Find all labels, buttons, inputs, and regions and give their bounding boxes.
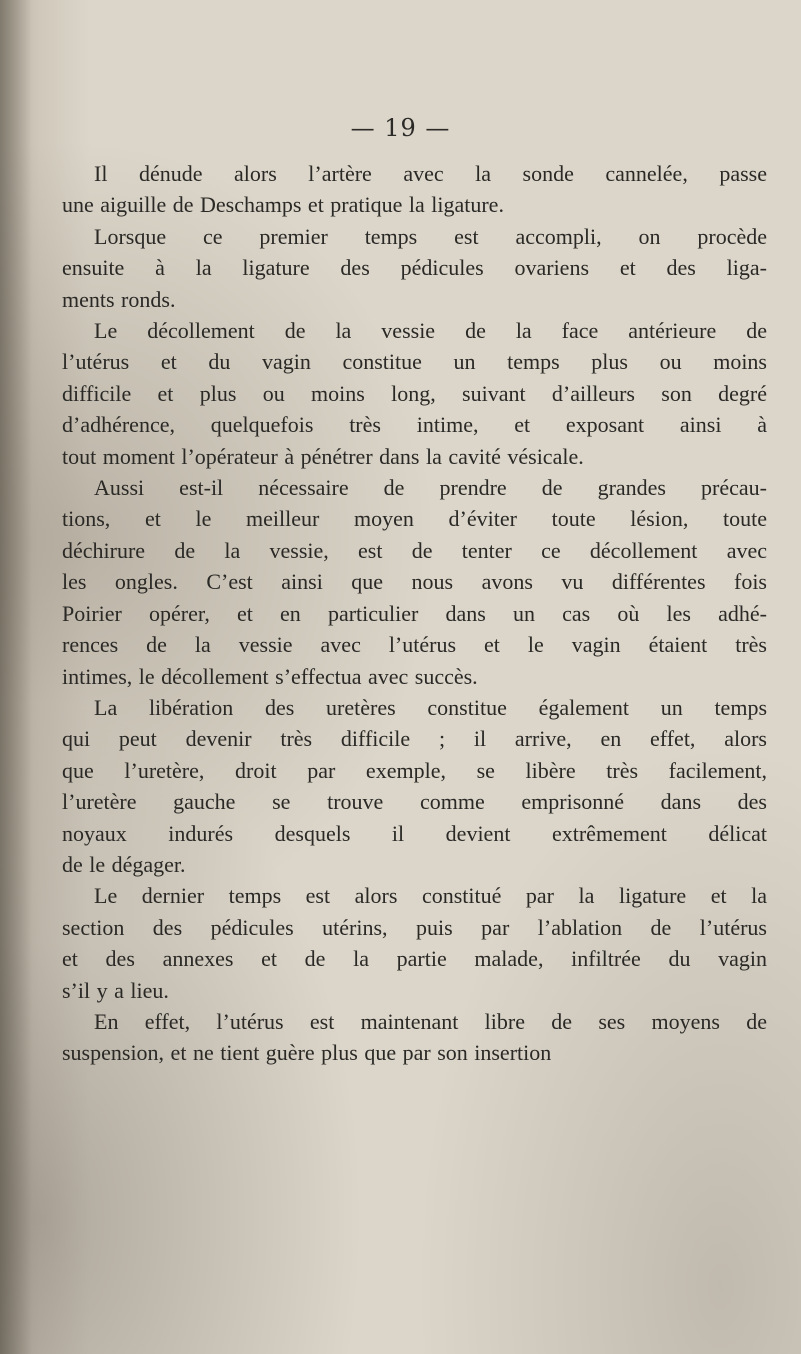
paragraph: [62, 221, 767, 315]
text-line: Le dernier temps est alors constitué par la ligature et la: [94, 883, 767, 909]
paragraph: [62, 880, 767, 1006]
text-line: déchirure de la vessie, est de tenter ce décollement avec: [62, 537, 767, 563]
text-line: La libération des uretères constitue également un temps: [94, 694, 767, 720]
text-line: les ongles. C’est ainsi que nous avons vu différentes fois: [62, 569, 767, 595]
text-line: rences de la vessie avec l’utérus et le vagin étaient très: [62, 632, 767, 658]
text-line: ments ronds.: [62, 286, 176, 312]
text-line: Poirier opérer, et en particulier dans un cas où les adhé-: [62, 600, 767, 626]
page-number: — 19 —: [350, 114, 451, 142]
binding-shadow: [0, 0, 32, 1354]
text-line: l’uretère gauche se trouve comme emprisonné dans des: [62, 789, 767, 815]
paragraph: [62, 472, 767, 692]
text-line: et des annexes et de la partie malade, infiltrée du vagin: [62, 946, 767, 972]
text-line: noyaux indurés desquels il devient extrêmement délicat: [62, 820, 767, 846]
body-text: [62, 158, 767, 1069]
text-line: Il dénude alors l’artère avec la sonde cannelée, passe: [94, 161, 767, 186]
text-line: que l’uretère, droit par exemple, se libère très facilement,: [62, 757, 767, 783]
text-line: difficile et plus ou moins long, suivant d’ailleurs son degré: [62, 380, 767, 406]
text-line: Aussi est-il nécessaire de prendre de grandes précau-: [94, 475, 767, 501]
paragraph: [62, 315, 767, 472]
text-line: d’adhérence, quelquefois très intime, et exposant ainsi à: [62, 412, 767, 438]
text-line: ensuite à la ligature des pédicules ovariens et des liga-: [62, 255, 767, 281]
text-line: section des pédicules utérins, puis par l’ablation de l’utérus: [62, 914, 767, 940]
text-line: tions, et le meilleur moyen d’éviter toute lésion, toute: [62, 506, 767, 532]
text-line: En effet, l’utérus est maintenant libre de ses moyens de: [94, 1008, 767, 1034]
paragraph: [62, 1006, 767, 1069]
paragraph: [62, 158, 767, 221]
text-line: l’utérus et du vagin constitue un temps plus ou moins: [62, 349, 767, 375]
text-line: de le dégager.: [62, 851, 186, 877]
paragraph: [62, 692, 767, 880]
text-line: tout moment l’opérateur à pénétrer dans la cavité vésicale.: [62, 443, 584, 469]
text-line: s’il y a lieu.: [62, 977, 169, 1003]
text-line: Lorsque ce premier temps est accompli, on procède: [94, 223, 767, 249]
text-line: suspension, et ne tient guère plus que par son insertion: [62, 1040, 552, 1066]
text-line: une aiguille de Deschamps et pratique la ligature.: [62, 192, 504, 218]
text-line: qui peut devenir très difficile ; il arrive, en effet, alors: [62, 726, 767, 752]
text-line: Le décollement de la vessie de la face antérieure de: [94, 318, 767, 344]
text-line: intimes, le décollement s’effectua avec succès.: [62, 663, 478, 689]
